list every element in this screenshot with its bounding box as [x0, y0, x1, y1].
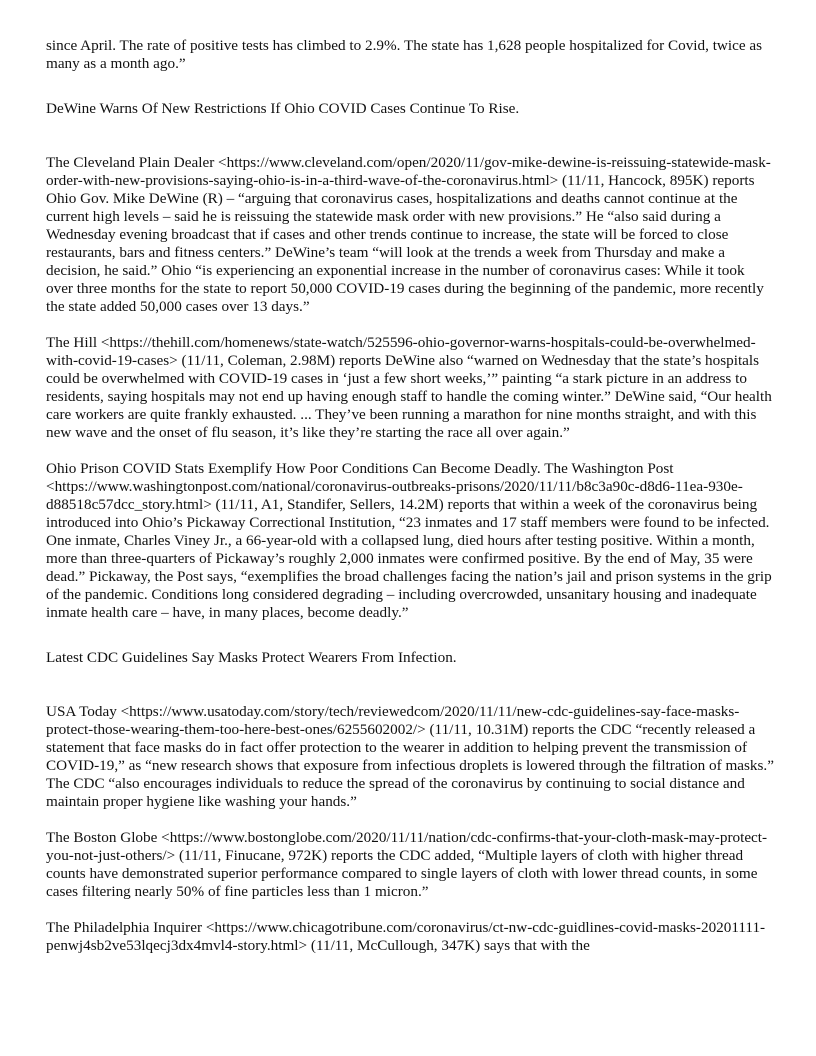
paragraph-usa-today: USA Today <https://www.usatoday.com/story/tech/reviewedcom/2020/11/11/new-cdc-guidelines-say-face-masks-protect-those-wearing-them-too-here-best-ones/6255602002/> (11/11, 10.31M) reports the CDC “recently released a statement that face masks do in fact offer protection to the wearer in addition to helping prevent the transmission of COVID-19,” as “new research shows that exposure from infectious droplets is lowered through the filtration of masks.” The CDC “also encourages individuals to reduce the spread of the coronavirus by continuing to social distance and maintain proper hygiene like washing your hands.” — [46, 703, 774, 810]
paragraph-philadelphia-inquirer: The Philadelphia Inquirer <https://www.chicagotribune.com/coronavirus/ct-nw-cdc-guidlines-covid-masks-20201111-penwj4sb2ve53lqecj3dx4mvl4-story.html> (11/11, McCullough, 347K) says that with the — [46, 919, 766, 954]
paragraph-continued: since April. The rate of positive tests has climbed to 2.9%. The state has 1,628 people hospitalized for Covid, twice as many as a month ago.” — [46, 37, 763, 72]
paragraph-boston-globe: The Boston Globe <https://www.bostonglobe.com/2020/11/11/nation/cdc-confirms-that-your-cloth-mask-may-protect-you-not-just-others/> (11/11, Finucane, 972K) reports the CDC added, “Multiple layers of cloth with higher thread counts have demonstrated superior performance compared to single layers of cloth with lower thread counts, in some cases filtering nearly 50% of fine particles less than 1 micron.” — [46, 829, 768, 900]
section-heading-cdc-masks: Latest CDC Guidelines Say Masks Protect Wearers From Infection. — [46, 649, 457, 666]
paragraph-ohio-prison: Ohio Prison COVID Stats Exemplify How Poor Conditions Can Become Deadly. The Washington Post <https://www.washingtonpost.com/national/coronavirus-outbreaks-prisons/2020/11/11/b8c3a90c-d8d6-11ea-930e-d88518c57dcc_story.html> (11/11, A1, Standifer, Sellers, 14.2M) reports that within a week of the coronavirus being introduced into Ohio’s Pickaway Correctional Institution, “23 inmates and 17 staff members were found to be infected. One inmate, Charles Viney Jr., a 66-year-old with a collapsed lung, died hours after testing positive. Within a month, more than three-quarters of Pickaway’s roughly 2,000 inmates were confirmed positive. By the end of May, 35 were dead.” Pickaway, the Post says, “exemplifies the broad challenges facing the nation’s jail and prison systems in the grip of the pandemic. Conditions long considered degrading – including overcrowded, unsanitary housing and inadequate inmate health care – have, in many places, become deadly.” — [46, 460, 772, 621]
paragraph-plain-dealer: The Cleveland Plain Dealer <https://www.cleveland.com/open/2020/11/gov-mike-dewine-is-reissuing-statewide-mask-order-with-new-provisions-saying-ohio-is-in-a-third-wave-of-the-coronavirus.html> (11/11, Hancock, 895K) reports Ohio Gov. Mike DeWine (R) – “arguing that coronavirus cases, hospitalizations and deaths cannot continue at the current high levels – said he is reissuing the statewide mask order with new provisions.” He “also said during a Wednesday evening broadcast that if cases and other trends continue to increase, the state will be forced to close restaurants, bars and fitness centers.” DeWine’s team “will look at the trends a week from Thursday and make a decision, he said.” Ohio “is experiencing an exponential increase in the number of coronavirus cases: While it took over three months for the state to report 50,000 COVID-19 cases during the beginning of the pandemic, more recently the state added 50,000 cases over 13 days.” — [46, 154, 771, 315]
paragraph-the-hill: The Hill <https://thehill.com/homenews/state-watch/525596-ohio-governor-warns-hospitals-could-be-overwhelmed-with-covid-19-cases> (11/11, Coleman, 2.98M) reports DeWine also “warned on Wednesday that the state’s hospitals could be overwhelmed with COVID-19 cases in ‘just a few short weeks,’” painting “a stark picture in an address to residents, saying hospitals may not end up having enough staff to handle the coming winter.” DeWine said, “Our health care workers are quite frankly exhausted. ... They’ve been running a marathon for nine months straight, and with this new wave and the onset of flu season, it’s like they’re starting the race all over again.” — [46, 334, 772, 441]
section-heading-dewine: DeWine Warns Of New Restrictions If Ohio COVID Cases Continue To Rise. — [46, 100, 520, 117]
document-page — [46, 37, 774, 973]
